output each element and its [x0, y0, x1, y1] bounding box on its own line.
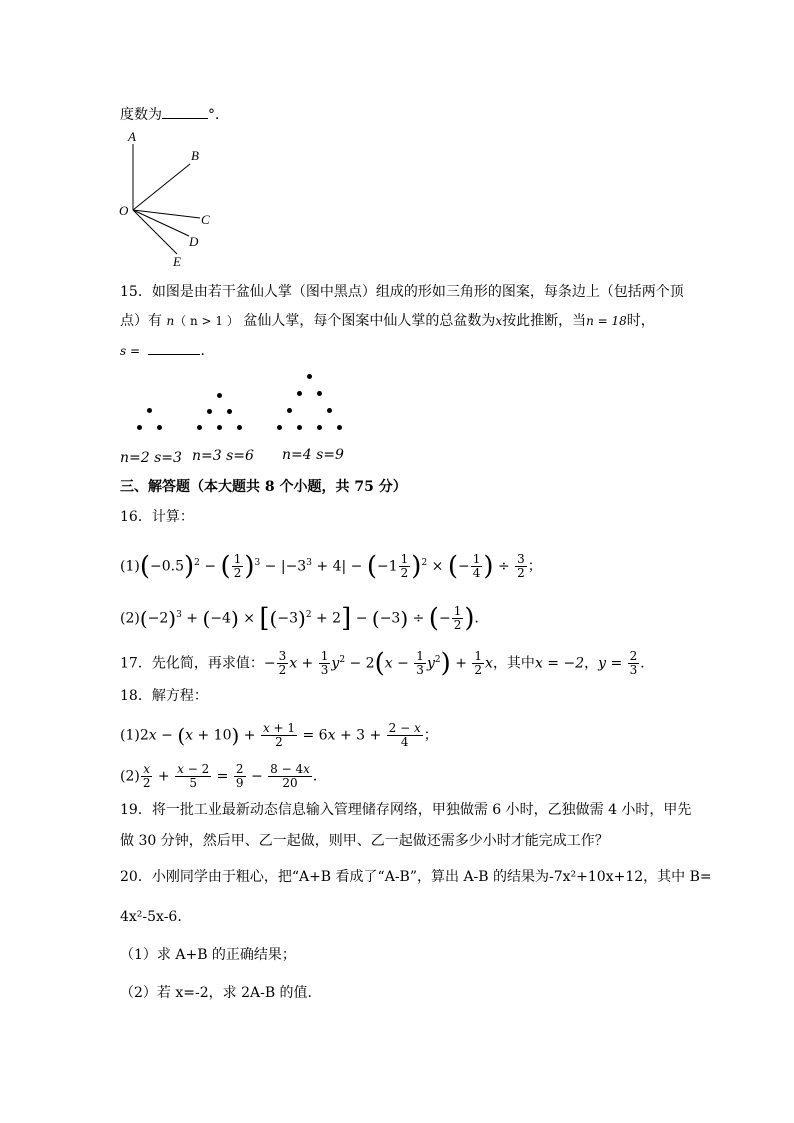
pattern-caption-3: n=4 s=9: [282, 447, 344, 463]
cactus-dot: [327, 408, 332, 413]
q17-y-eq: y =: [598, 655, 623, 672]
cactus-dot: [147, 408, 152, 413]
q16-p2-label: (2): [120, 610, 140, 627]
q19-line1: 19．将一批工业最新动态信息输入管理储存网络，甲独做需 6 小时，乙独做需 4 小时，甲先: [120, 802, 692, 818]
q17-cond: ，其中: [492, 655, 535, 672]
q15-line1: 15．如图是由若干盆仙人掌（图中黑点）组成的形如三角形的图案，每条边上（包括两个顶: [120, 284, 684, 300]
q15-var-n: n: [166, 314, 175, 328]
q17-end: ．: [640, 655, 655, 672]
q18-p2-label: (2): [120, 768, 140, 785]
label-a: A: [128, 130, 136, 144]
cactus-dot: [317, 425, 322, 430]
q15-var-s: s =: [120, 344, 141, 358]
cactus-dot: [297, 391, 302, 396]
label-d: D: [189, 234, 199, 249]
cactus-dot: [237, 425, 242, 430]
q15-var-x: x: [495, 314, 503, 328]
q19-line2: 做 30 分钟，然后甲、乙一起做，则甲、乙一起做还需多少小时才能完成工作？: [120, 833, 609, 849]
q14-tail-end: °．: [208, 107, 229, 123]
answer-blank: [148, 340, 200, 355]
q16-part2: $(2)(-2)^3 + (-4) \times [(-3)^2 + 2] - (-3)$ ÷ (− $\frac{1}{2}$ )．: [120, 603, 489, 634]
q15-line2-b: 盆仙人掌，每个图案中仙人掌的总盆数为: [243, 313, 496, 329]
label-e: E: [173, 254, 181, 269]
angle-figure: [115, 130, 225, 270]
ray-od: [133, 210, 189, 236]
q18-title: 18．解方程：: [120, 688, 208, 704]
cactus-dot: [277, 425, 282, 430]
cactus-dot: [207, 409, 212, 414]
q15-line3: [120, 340, 214, 361]
q15-line2: [120, 311, 655, 331]
q17-prefix: 17．先化简，再求值：: [120, 655, 264, 672]
cactus-dot: [337, 425, 342, 430]
ray-ob: [133, 164, 190, 210]
q15-n-eq: n = 18: [586, 314, 627, 328]
q14-tail-text: 度数为: [120, 107, 162, 123]
q20-sub1: （1）求 A+B 的正确结果；: [120, 947, 296, 963]
q16-p1-label: (1): [120, 558, 140, 575]
q18-part1: (1)2x − (x + 10) + $\frac{x + 1}{2}$ = 6x + 3 + $\frac{2 - x}{4}$ ；: [120, 721, 438, 749]
q17: 17．先化简，再求值：− $\frac{3}{2}$ x + $\frac{1}{3}$ $y^2 - 2(x$ − $\frac{1}{3}$ $y^2$) + $\frac{1}{2}$ x，其中x = −2，y = $\frac{2}{3}$ ．: [120, 648, 655, 679]
section-title: 三、解答题（本大题共 8 个小题，共 75 分）: [120, 479, 407, 495]
cactus-dot: [307, 374, 312, 379]
q14-tail: [120, 104, 229, 125]
q16-title: 16．计算：: [120, 509, 194, 525]
cactus-dot: [227, 409, 232, 414]
label-c: C: [201, 212, 210, 227]
cactus-dot: [217, 393, 222, 398]
ray-oe: [133, 210, 177, 254]
cactus-dot: [287, 408, 292, 413]
cactus-dot: [157, 425, 162, 430]
q15-line2-c: 按此推断，当: [502, 313, 587, 329]
pattern-caption-1: n=2 s=3: [120, 450, 182, 466]
q16-part1: $(1)(-0.5)^2$ − ( $\frac{1}{2}$ )$^3 - |-3^3 + 4| - (-1$ $\frac{1}{2}$ )$^2$ × (− $\frac{1}{4}$ ) ÷ $\frac{3}{2}$ ；: [120, 551, 542, 582]
q18-p1-label: (1): [120, 727, 140, 744]
q15-line2-d: 时，: [626, 313, 655, 329]
cactus-dot: [197, 425, 202, 430]
cactus-dot: [137, 425, 142, 430]
cactus-dot: [317, 391, 322, 396]
label-o: O: [119, 203, 129, 218]
q15-line2-a: 点）有: [120, 313, 162, 329]
q20-line2: 4x²-5x-6．: [120, 909, 192, 925]
q20-line1: 20．小刚同学由于粗心，把“A+B 看成了“A-B”，算出 A-B 的结果为-7x²+10x+12，其中 B=: [120, 869, 712, 885]
cactus-dot: [297, 425, 302, 430]
q20-sub2: （2）若 x=-2，求 2A-B 的值．: [120, 985, 322, 1001]
label-b: B: [191, 148, 199, 163]
q15-condition: （ n > 1 ）: [174, 314, 239, 328]
answer-blank: [162, 104, 208, 119]
q15-line3-end: ．: [200, 343, 215, 359]
cactus-dot: [217, 425, 222, 430]
ray-oc: [133, 210, 200, 218]
q17-x-value: x = −2: [534, 655, 585, 672]
pattern-caption-2: n=3 s=6: [192, 448, 254, 464]
q18-part2: (2) $\frac{x}{2}$ + $\frac{x - 2}{5}$ = $\frac{2}{9}$ − $\frac{8 - 4x}{20}$ ．: [120, 762, 327, 790]
